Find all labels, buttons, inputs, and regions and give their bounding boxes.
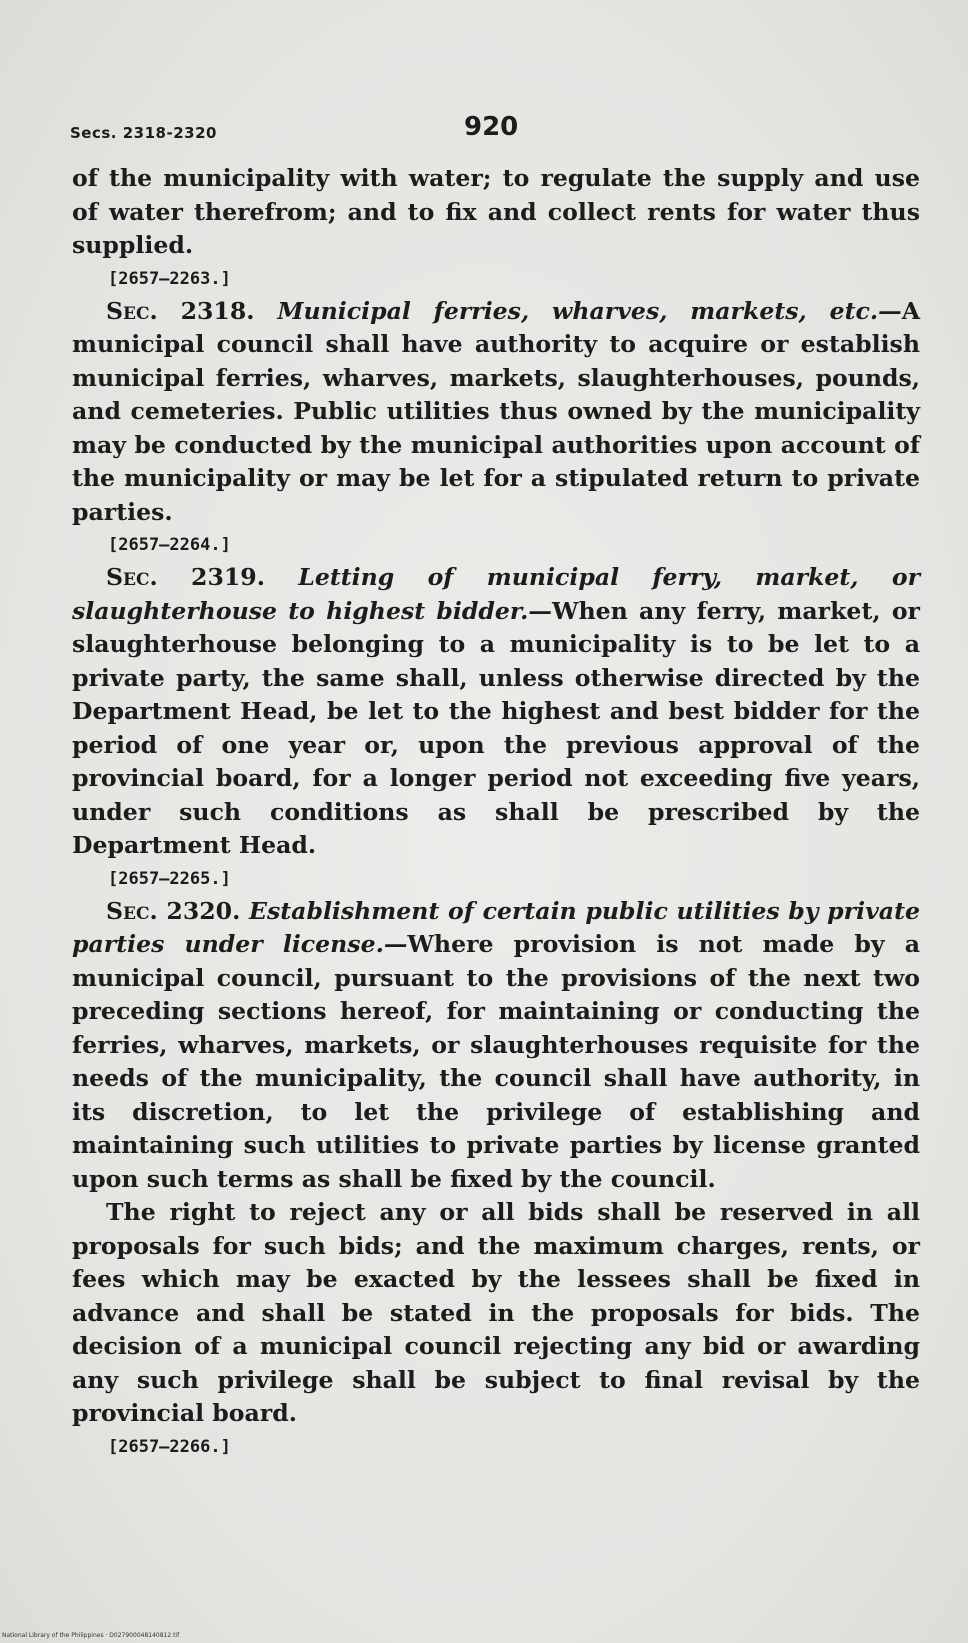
- closing-paragraph: The right to reject any or all bids shall be reserved in all proposals for such bids; and the maximum charges, rents, or fees which may be exacted by the lessees shall be fixed in advance and shall be stated in the proposals for bids. The decision of a municipal council rejecting any bid or awarding any such privilege shall be subject to final revisal by the provincial board.: [72, 1198, 920, 1427]
- section-2319: [72, 561, 920, 863]
- section-reference: [2657—2263.]: [108, 268, 231, 289]
- section-label: Sec. 2320.: [106, 896, 241, 925]
- section-body: When any ferry, market, or slaughterhouse belonging to a municipality is to be let to a private party, the same shall, unless otherwise directed by the Department Head, be let to the highest and best bidder for the period of one year or, upon the previous approval of the provincial board, for a longer period not exceeding five years, under such conditions as shall be prescribed by the Department Head.: [72, 596, 920, 859]
- page-body: [72, 162, 920, 1463]
- scan-footer: National Library of the Philippines · D027900048140812.tif: [2, 1632, 180, 1639]
- section-2318: [72, 295, 920, 530]
- section-2320: [72, 895, 920, 1197]
- section-label: Sec. 2319.: [106, 563, 265, 591]
- page-number: 920: [464, 112, 519, 142]
- section-range: Secs. 2318-2320: [70, 124, 217, 142]
- page-header: [70, 108, 888, 148]
- section-label: Sec. 2318.: [106, 296, 255, 325]
- closing-reference: [2657—2266.]: [108, 1436, 231, 1457]
- section-reference: [2657—2265.]: [108, 868, 231, 889]
- section-title: Letting of municipal ferry, market, or slaughterhouse to highest bidder.—: [72, 563, 920, 625]
- intro-paragraph: of the municipality with water; to regulate the supply and use of water therefrom; and to fix and collect rents for water thus supplied.: [72, 164, 920, 259]
- section-body: Where provision is not made by a municipal council, pursuant to the provisions of the next two preceding sections hereof, for maintaining or conducting the ferries, wharves, markets, or slaughterhouses requisite for the needs of the municipality, the council shall have authority, in its discretion, to let the privilege of establishing and maintaining such utilities to private parties by license granted upon such terms as shall be fixed by the council.: [72, 930, 920, 1193]
- section-title: Establishment of certain public utilities by private parties under license.—: [72, 896, 920, 958]
- section-body: A municipal council shall have authority to acquire or establish municipal ferries, wharves, markets, slaughterhouses, pounds, and cemeteries. Public utilities thus owned by the municipality may be conducted by the municipal authorities upon account of the municipality or may be let for a stipulated return to private parties.: [72, 296, 920, 526]
- section-reference: [2657—2264.]: [108, 535, 231, 555]
- section-title: Municipal ferries, wharves, markets, etc.—: [277, 296, 902, 325]
